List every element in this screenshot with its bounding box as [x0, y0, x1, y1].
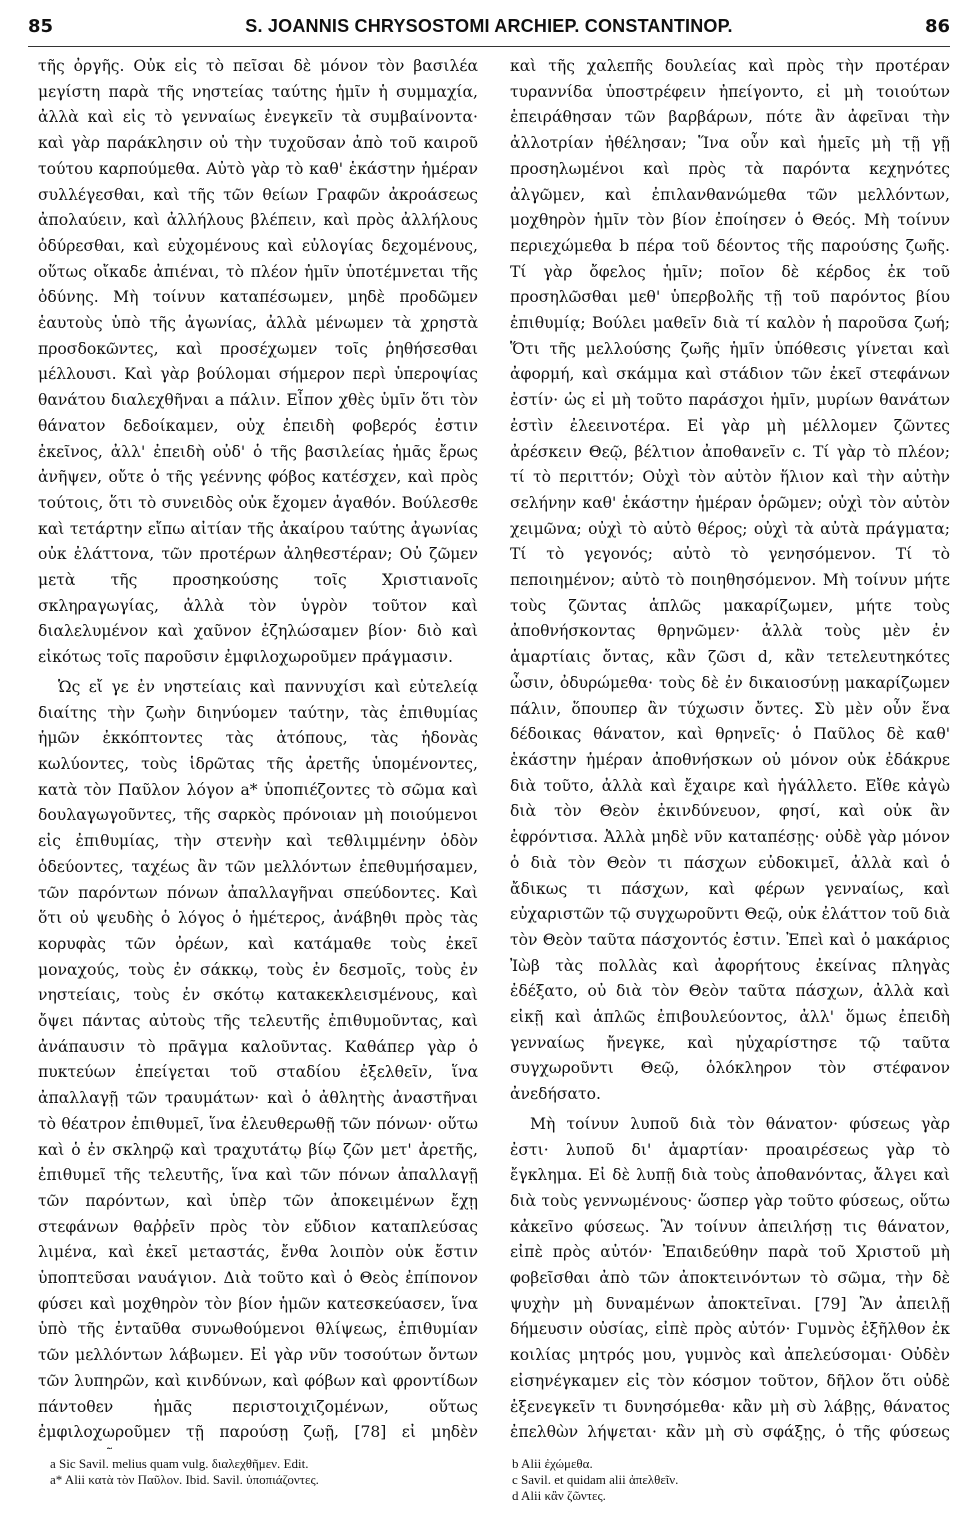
- footnote: c Savil. et quidam alii ἀπελθεῖν.: [512, 1472, 679, 1487]
- left-page-number: 85: [28, 15, 54, 37]
- paragraph: τῆς ὀργῆς. Οὐκ εἰς τὸ πεῖσαι δὲ μόνον τὸν βασιλέα μεγίστη παρὰ τῆς νηστείας ταύτης ἡμῖν ἡ συμμαχία, ἀλλὰ καὶ εἰς τὸ γενναίως ἐνεγκεῖν τὰ συμβαίνοντα· καὶ γὰρ παράκλησιν οὐ τὴν τυχοῦσαν ἀπὸ τοῦ καιροῦ τούτου καρπούμεθα. Αὐτὸ γὰρ τὸ καθ' ἑκάστην ἡμέραν συλλέγεσθαι, καὶ τῆς τῶν θείων Γραφῶν ἀκροάσεως ἀπολαύειν, καὶ ἀλλήλους βλέπειν, καὶ πρὸς ἀλλήλους ὀδύρεσθαι, καὶ εὐχομένους καὶ εὐλογίας δεχομένους, οὕτως οἴκαδε ἀπιέναι, τὸ πλέον ἡμῖν ὑποτέμνεται τῆς ὀδύνης. Μὴ τοίνυν καταπέσωμεν, μηδὲ προδῶμεν ἑαυτοὺς ὑπὸ τῆς ἀγωνίας, ἀλλὰ μένωμεν τὰ χρηστὰ προσδοκῶντες, καὶ προσέχωμεν τοῖς ῥηθήσεσθαι μέλλουσι. Καὶ γὰρ βούλομαι σήμερον περὶ ὑπεροψίας θανάτου διαλεχθῆναι a πάλιν. Εἶπον χθὲς ὑμῖν ὅτι τὸν θάνατον δεδοίκαμεν, οὐχ ἐπειδὴ φοβερός ἐστιν ἐκεῖνος, ἀλλ' ἐπειδὴ οὐδ' ὁ τῆς βασιλείας ἡμᾶς ἔρως ἀνῆψεν, οὔτε ὁ τῆς γεέννης φόβος κατέσχεν, καὶ πρὸς τούτοις, ὅτι τὸ συνειδὸς οὐκ ἔχομεν ἀγαθόν. Βούλεσθε καὶ τετάρτην εἴπω αἰτίαν τῆς ἀκαίρου ταύτης ἀγωνίας οὐκ ἐλάττονα, τῶν προτέρων ἀληθεστέραν; Οὐ ζῶμεν μετὰ τῆς προσηκούσης τοῖς Χριστιανοῖς σκληραγωγίας, ἀλλὰ τὸν ὑγρὸν τοῦτον καὶ διαλελυμένον καὶ χαῦνον ἐζηλώσαμεν βίον· διὸ καὶ εἰκότως τοῖς παροῦσιν ἐμφιλοχωροῦμεν πράγμασιν.: [38, 57, 478, 667]
- footnotes-left: [50, 1456, 470, 1526]
- right-page-number: 86: [924, 15, 950, 37]
- footnote: a* Alii κατὰ τὸν Παῦλον. Ibid. Savil. ὑποπιάζοντες.: [50, 1472, 319, 1487]
- paragraph: Ὡς εἴ γε ἐν νηστείαις καὶ παννυχίσι καὶ εὐτελείᾳ διαίτης τὴν ζωὴν διηνύομεν ταύτην, τὰς ἐπιθυμίας ἡμῶν ἐκκόπτοντες τὰς ἀτόπους, τὰς ἡδονὰς κωλύοντες, τοὺς ἱδρῶτας τῆς ἀρετῆς ὑπομένοντες, κατὰ τὸν Παῦλον λόγον a* ὑποπιέζοντες τὸ σῶμα καὶ δουλαγωγοῦντες, τῆς σαρκὸς πρόνοιαν μὴ ποιούμενοι εἰς ἐπιθυμίας, τὴν στενὴν καὶ τεθλιμμένην ὁδὸν ὁδεύοντες, ταχέως ἂν τῶν μελλόντων ἐπεθυμήσαμεν, τῶν παρόντων πόνων ἀπαλλαγῆναι σπεύδοντες. Καὶ ὅτι οὐ ψευδὴς ὁ λόγος ὁ ἡμέτερος, ἀνάβηθι πρὸς τὰς κορυφὰς τῶν ὀρέων, καὶ κατάμαθε τοὺς ἐκεῖ μοναχούς, τοὺς ἐν σάκκῳ, τοὺς ἐν δεσμοῖς, τοὺς ἐν νηστείαις, τοὺς ἐν σκότῳ κατακεκλεισμένους, καὶ ὄψει πάντας αὐτοὺς τῆς τελευτῆς ἐπιθυμοῦντας, καὶ ἀνάπαυσιν τὸ πρᾶγμα καλοῦντας. Καθάπερ γὰρ ὁ πυκτεύων ἐπείγεται τοῦ σταδίου ἐξελθεῖν, ἵνα ἀπαλλαγῇ τῶν τραυμάτων· καὶ ὁ ἀθλητὴς ἀναστῆναι τὸ θέατρον ἐπιθυμεῖ, ἵνα ἐλευθερωθῇ τῶν πόνων· οὕτω καὶ ὁ ἐν σκληρῷ καὶ τραχυτάτῳ βίῳ ζῶν μετ' ἀρετῆς, ἐπιθυμεῖ τῆς τελευτῆς, ἵνα καὶ τῶν πόνων ἀπαλλαγῇ τῶν παρόντων, καὶ ὑπὲρ τῶν ἀποκειμένων ἔχῃ στεφάνων θαῤῥεῖν πρὸς τὸν εὔδιον καταπλεύσας λιμένα, καὶ ἐκεῖ μεταστάς, ἔνθα λοιπὸν οὐκ ἔστιν ὑποπτεῦσαι ναυάγιον. Διὰ τοῦτο καὶ ὁ Θεὸς ἐπίπονον φύσει καὶ μοχθηρὸν τὸν βίον ἡμῶν κατεσκεύασεν, ἵνα ὑπὸ τῆς ἐνταῦθα συνωθούμενοι θλίψεως, ἐπιθυμίαν τῶν μελλόντων λάβωμεν. Εἰ γὰρ νῦν τοσούτων ὄντων τῶν λυπηρῶν, καὶ κινδύνων, καὶ φόβων καὶ φροντίδων πάντοθεν ἡμᾶς περιστοιχιζομένων, οὕτως ἐμφιλοχωροῦμεν τῇ παρούσῃ ζωῇ, [78] εἰ μηδὲν: [38, 677, 478, 1442]
- paragraph: Μὴ τοίνυν λυποῦ διὰ τὸν θάνατον· φύσεως γὰρ ἐστι· λυποῦ δι' ἁμαρτίαν· προαιρέσεως γὰρ τὸ ἔγκλημα. Εἰ δὲ λυπῇ διὰ τοὺς ἀποθανόντας, ἄλγει καὶ διὰ τοὺς γεννωμένους· ὥσπερ γὰρ τοῦτο φύσεως, οὕτω κἀκεῖνο φύσεως. Ἂν τοίνυν ἀπειλήσῃ τις θάνατον, εἰπὲ πρὸς αὐτόν· Ἐπαιδεύθην παρὰ τοῦ Χριστοῦ μὴ φοβεῖσθαι ἀπὸ τῶν ἀποκτεινόντων τὸ σῶμα, τὴν δὲ ψυχὴν μὴ δυναμένων ἀποκτεῖναι. [79] Ἂν ἀπειλῇ δήμευσιν οὐσίας, εἰπὲ πρὸς αὐτόν· Γυμνὸς ἐξῆλθον ἐκ κοιλίας μητρός μου, γυμνὸς καὶ ἀπελεύσομαι· Οὐδὲν εἰσηνέγκαμεν εἰς τὸν κόσμον τοῦτον, δῆλον ὅτι οὐδὲ ἐξενεγκεῖν τι δυνησόμεθα· κἂν μὴ σὺ λάβῃς, θάνατος ἐπελθὼν λήψεται· κἂν μὴ σὺ σφάξῃς, ὁ τῆς φύσεως: [510, 1114, 950, 1442]
- running-title: S. JOANNIS CHRYSOSTOMI ARCHIEP. CONSTANTINOP.: [245, 15, 733, 36]
- page-header: [28, 6, 950, 47]
- left-column: [38, 54, 478, 1449]
- footnote: a Sic Savil. melius quam vulg. διαλεχθῆμεν. Edit.: [50, 1456, 309, 1471]
- right-column: [510, 54, 950, 1449]
- footnote: b Alii ἐχώμεθα.: [512, 1456, 593, 1471]
- footnote: d Alii κἂν ζῶντες.: [512, 1488, 606, 1503]
- paragraph: καὶ τῆς χαλεπῆς δουλείας καὶ πρὸς τὴν προτέραν τυραννίδα ὑποστρέφειν ἠπείγοντο, εἰ μὴ τοιούτων ἐπειράθησαν τῶν βαρβάρων, πότε ἂν ἀφεῖναι τὴν ἀλλοτρίαν ἠθέλησαν; Ἵνα οὖν καὶ ἡμεῖς μὴ τῇ γῇ προσηλωμένοι καὶ πρὸς τὰ παρόντα κεχηνότες ἀλγῶμεν, καὶ ἐπιλανθανώμεθα τῶν μελλόντων, μοχθηρὸν ἡμῖν τὸν βίον ἐποίησεν ὁ Θεός. Μὴ τοίνυν περιεχώμεθα b πέρα τοῦ δέοντος τῆς παρούσης ζωῆς. Τί γὰρ ὄφελος ἡμῖν; ποῖον δὲ κέρδος ἐκ τοῦ προσηλῶσθαι μεθ' ὑπερβολῆς τῇ τοῦ παρόντος βίου ἐπιθυμίᾳ; Βούλει μαθεῖν διὰ τί καλὸν ἡ παροῦσα ζωή; Ὅτι τῆς μελλούσης ζωῆς ἡμῖν ὑπόθεσις γίνεται καὶ ἀφορμή, καὶ σκάμμα καὶ στάδιον τῶν ἐκεῖ στεφάνων ἐστίν· ὡς εἰ μὴ τοῦτο παράσχοι ἡμῖν, μυρίων θανάτων ἐστὶν ἐλεεινοτέρα. Εἰ γὰρ μὴ μέλλομεν ζῶντες ἀρέσκειν Θεῷ, βέλτιον ἀποθανεῖν c. Τί γὰρ τὸ πλέον; τί τὸ περιττόν; Οὐχὶ τὸν αὐτὸν ἥλιον καὶ τὴν αὐτὴν σελήνην καθ' ἑκάστην ἡμέραν ὁρῶμεν; οὐχὶ τὸν αὐτὸν χειμῶνα; οὐχὶ τὸ αὐτὸ θέρος; οὐχὶ τὰ αὐτὰ πράγματα; Τί τὸ γεγονός; αὐτὸ τὸ γενησόμενον. Τί τὸ πεποιημένον; αὐτὸ τὸ ποιηθησόμενον. Μὴ τοίνυν μήτε τοὺς ζῶντας ἁπλῶς μακαρίζωμεν, μήτε τοὺς ἀποθνήσκοντας θρηνῶμεν· ἀλλὰ τοὺς μὲν ἐν ἁμαρτίαις ὄντας, κἂν ζῶσι d, κἂν τετελευτηκότες ὦσιν, ὀδυρώμεθα· τοὺς δὲ ἐν δικαιοσύνῃ μακαρίζωμεν πάλιν, ὅπουπερ ἂν τύχωσιν ὄντες. Σὺ μὲν οὖν ἕνα δέδοικας θάνατον, καὶ θρηνεῖς· ὁ Παῦλος δὲ καθ' ἑκάστην ἡμέραν ἀποθνήσκων οὐ μόνον οὐκ ἐδάκρυε διὰ τοῦτο, ἀλλὰ καὶ ἔχαιρε καὶ ἠγάλλετο. Εἴθε κἀγὼ διὰ τὸν Θεὸν ἐκινδύνευον, φησί, καὶ οὐκ ἂν ἐφρόντισα. Ἀλλὰ μηδὲ νῦν καταπέσῃς· οὐδὲ γὰρ μόνον ὁ διὰ τὸν Θεὸν τι πάσχων εὐδοκιμεῖ, ἀλλὰ καὶ ὁ ἄδικως τι πάσχων, καὶ φέρων γενναίως, καὶ εὐχαριστῶν τῷ συγχωροῦντι Θεῷ, οὐκ ἐλάττον τοῦ διὰ τὸν Θεὸν ταῦτα πάσχοντός ἐστιν. Ἐπεὶ καὶ ὁ μακάριος Ἰὼβ τὰς πολλὰς καὶ ἀφορήτους ἐκείνας πληγὰς ἐδέξατο, οὐ διὰ τὸν Θεὸν ταῦτα πάσχων, ἀλλὰ καὶ εἰκῇ καὶ ἁπλῶς ἐπιβουλεύοντος, ἀλλ' ὅμως ἐπειδὴ γενναίως ἤνεγκε, καὶ ηὐχαρίστησε τῷ ταῦτα συγχωροῦντι Θεῷ, ὁλόκληρον τὸν στέφανον ἀνεδήσατο.: [510, 57, 950, 1104]
- footnotes-right: [512, 1456, 932, 1526]
